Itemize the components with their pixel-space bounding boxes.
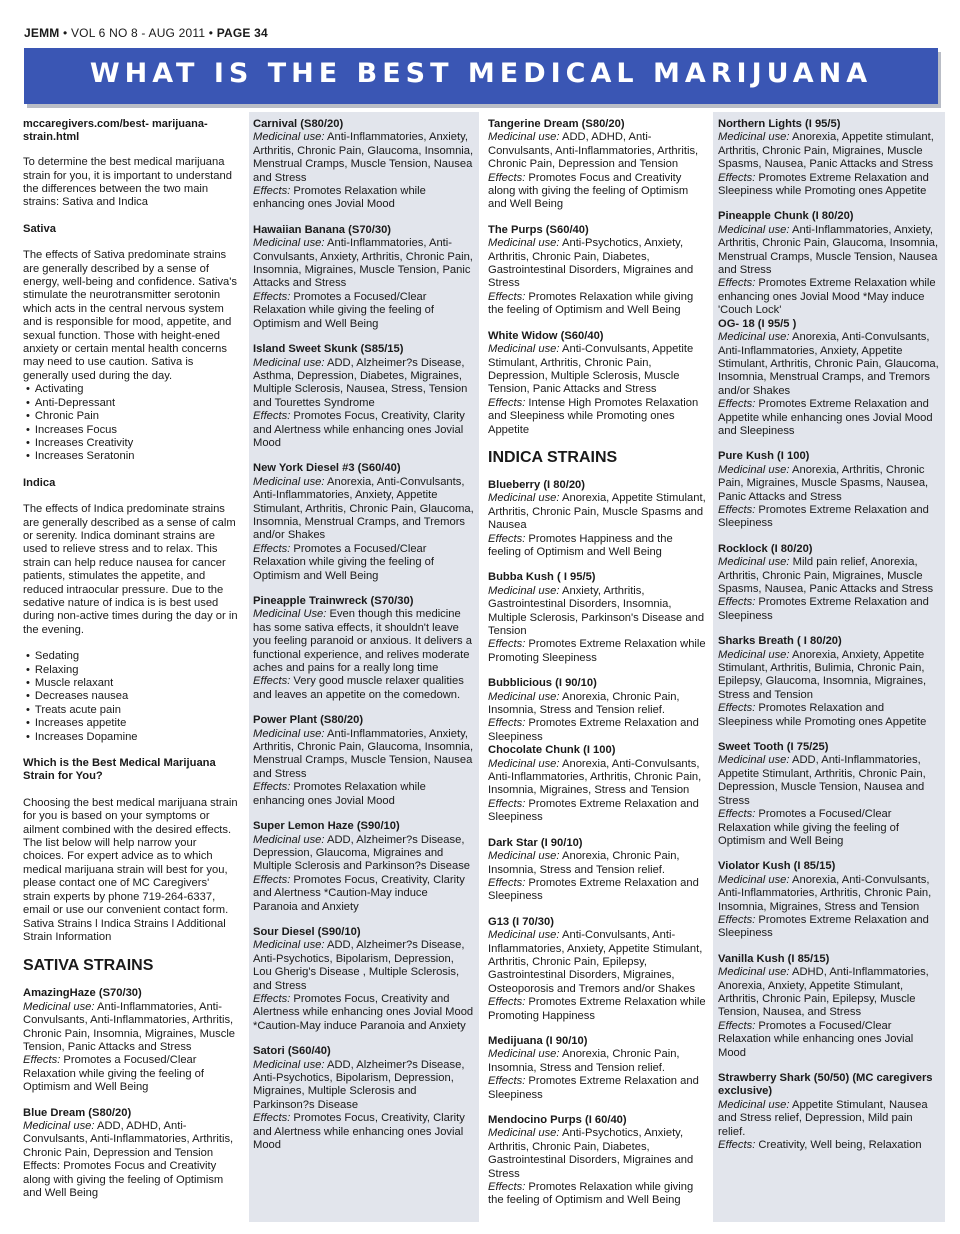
medicinal-use-label: Medicinal use: [488,757,560,770]
strain-entry [488,330,706,437]
effects-label: Effects: [488,876,526,889]
medicinal-use-label: Medicinal use: [718,873,790,886]
sativa-heading: Sativa [23,222,56,235]
medicinal-use-label: Medicinal use: [488,131,560,144]
medicinal-use-text: ADD, Alzheimer?s Disease, Anti-Psychotics, Bipolarism, Depression, Lou Gherig's Disease , Multiple Sclerosis, and Stress [253,939,465,992]
medicinal-use-text: Anti-Psychotics, Anxiety, Arthritis, Chronic Pain, Diabetes, Gastrointestinal Disorders, Migraines and Stress [488,1127,694,1180]
column-3 [484,112,710,1220]
effects-label: Effects: [718,277,756,290]
strain-name: Mendocino Purps (I 60/40) [488,1114,627,1126]
strain-entry [718,318,941,439]
strain-entry [253,462,474,583]
medicinal-use-text: Anorexia, Anti-Convulsants, Anti-Inflammatories, Arthritis, Chronic Pain, Insomnia, Migraines, Stress and Tension [718,873,932,913]
medicinal-use-text: Anti-Convulsants, Appetite Stimulant, Arthritis, Chronic Pain, Depression, Multiple Sclerosis, Muscle Tension, Panic Attacks and Stress [488,343,694,396]
effects-text: Promotes Extreme Relaxation while enhancing ones Jovial Mood *May induce 'Couch Lock' [718,277,936,317]
medicinal-use-label: Medicinal use: [253,356,325,369]
effects-label: Effects: [253,992,291,1005]
effects-text: Promotes Focus, Creativity, Clarity and Alertness while enhancing ones Jovial Mood [253,1112,465,1152]
medicinal-use-text: ADD, Alzheimer?s Disease, Asthma, Depression, Diabetes, Migraines, Multiple Sclerosis, Nausea, Stress, Tension and Tourettes Syndrome [253,356,468,409]
effects-label: Effects: [253,675,291,688]
medicinal-use-label: Medicinal use: [488,492,560,505]
strain-entry [253,343,474,450]
strain-entry [488,837,706,904]
list-item: • Increases Seratonin [23,450,238,463]
strain-entry [718,450,941,530]
list-item: • Increases Creativity [23,437,238,450]
medicinal-use-text: Anti-Convulsants, Anti-Inflammatories, Anxiety, Appetite Stimulant, Arthritis, Chronic Pain, Epilepsy, Gastrointestinal Disorders, Migraines, Osteoporosis and Tremors and/or Shakes [488,929,703,995]
medicinal-use-text: Anti-Psychotics, Anxiety, Arthritis, Chronic Pain, Diabetes, Gastrointestinal Disorders, Migraines and Stress [488,237,694,290]
medicinal-use-text: ADD, ADHD, Anti-Convulsants, Anti-Inflammatories, Arthritis, Chronic Pain, Depression and Tension [23,1119,234,1159]
medicinal-use-label: Medicinal use: [253,727,325,740]
effects-text: Promotes a Focused/Clear Relaxation while giving the feeling of Optimism and Well Being [253,542,434,582]
effects-text: Promotes a Focused/Clear Relaxation while giving the feeling of Optimism and Well Being [23,1054,204,1094]
list-item: • Activating [23,383,238,396]
effects-label: Effects: [253,873,291,886]
list-item: • Increases Dopamine [23,731,238,744]
column-1 [18,112,242,1212]
effects-label: Effects: [488,1075,526,1088]
medicinal-use-text: Anorexia, Chronic Pain, Insomnia, Stress and Tension relief. [488,690,680,717]
medicinal-use-label: Medicinal use: [253,1058,325,1071]
strain-name: Hawaiian Banana (S70/30) [253,223,392,236]
medicinal-use-text: ADD, Alzheimer?s Disease, Depression, Glaucoma, Migraines and Multiple Sclerosis and Parkinson?s Disease [253,833,471,873]
medicinal-use-text: Anorexia, Chronic Pain, Insomnia, Stress and Tension relief. [488,1048,680,1074]
medicinal-use-label: Medicinal use: [718,648,790,661]
effects-text: Promotes Relaxation while giving the feeling of Optimism and Well Being [488,1181,694,1207]
medicinal-use-label: Medicinal use: [718,966,790,979]
effects-label: Effects: [488,638,526,651]
indica-strains-heading: INDICA STRAINS [488,448,618,466]
effects-label: Effects: [718,503,756,516]
sativa-description: The effects of Sativa predominate strains are generally described by a sense of energy, well-being and confidence. Sativa's stimulate the neurotransmitter serotonin which acts in the central nervous system and is responsible for mood, appetite, and sexual function. Those with height-ened anxiety or certain mental health concerns may need to use caution. Sativa is generally used during the day. [23,249,237,382]
strain-name: AmazingHaze (S70/30) [23,987,142,1000]
strain-entry [718,860,941,940]
strain-entry [488,916,706,1023]
strain-list [488,118,706,437]
strain-entry [253,714,474,808]
medicinal-use-text: Anorexia, Anti-Convulsants, Anti-Inflammatories, Anxiety, Appetite Stimulant, Arthritis, Chronic Pain, Glaucoma, Insomnia, Menstrual Cramps, and Tremors and/or Shakes [718,331,939,397]
indica-bullet-list [23,650,238,744]
which-strain-text: Choosing the best medical marijuana strain for you is based on your symptoms or ailment combined with the desired effects. The list below will help narrow your choices. For expert advice as to which medical marijuana strain will best for you, please contact one of MC Caregivers' strain experts by phone 719-264-6337, email or use our convenient contact form. Sativa Strains l Indica Strains l Additional Strain Information [23,796,238,943]
medicinal-use-label: Medicinal use: [253,131,325,144]
effects-text: Promotes Relaxation while enhancing ones Jovial Mood [253,781,426,807]
strain-name: Strawberry Shark (50/50) (MC caregivers exclusive) [718,1072,933,1098]
effects-text: Promotes Focus and Creativity along with giving the feeling of Optimism and Well Being [23,1160,224,1199]
medicinal-use-label: Medicinal use: [253,939,325,952]
strain-name: White Widow (S60/40) [488,329,604,342]
medicinal-use-label: Medicinal use: [718,556,790,569]
effects-label: Effects: [488,171,526,184]
medicinal-use-label: Medicinal use: [488,343,560,356]
strain-name: Vanilla Kush (I 85/15) [718,952,830,965]
medicinal-use-label: Medicinal use: [488,1127,560,1140]
effects-label: Effects: [718,1139,756,1152]
effects-label: Effects: [718,171,756,184]
effects-text: Promotes Extreme Relaxation and Sleepiness [718,596,929,622]
effects-text: Promotes Focus, Creativity and Alertness while enhancing ones Jovial Mood *Caution-May induce Paranoia and Anxiety [253,992,474,1032]
effects-label: Effects: [488,797,526,810]
medicinal-use-text: Anti-Inflammatories, Anti-Convulsants, Anxiety, Arthritis, Chronic Pain, Insomnia, Migraines, Muscle Tension, Panic Attacks and Stress [253,237,473,290]
medicinal-use-label: Medicinal use: [718,131,790,144]
strain-entry [23,987,238,1094]
strain-entry [23,1107,238,1201]
sativa-strains-heading: SATIVA STRAINS [23,957,154,975]
effects-text: Promotes Extreme Relaxation and Sleepiness while Promoting ones Appetite [718,171,929,198]
effects-label: Effects: [23,1160,64,1173]
strain-name: G13 (I 70/30) [488,915,554,928]
effects-label: Effects: [718,596,756,609]
strain-name: Sweet Tooth (I 75/25) [718,741,829,754]
medicinal-use-text: Anorexia, Appetite Stimulant, Arthritis, Chronic Pain, Muscle Spasms and Nausea [488,492,706,532]
medicinal-use-label: Medicinal use: [488,690,560,703]
medicinal-use-label: Medicinal Use: [253,608,327,621]
medicinal-use-label: Medicinal use: [718,463,790,476]
page-title: WHAT IS THE BEST MEDICAL MARIJUANA [89,58,873,89]
medicinal-use-text: ADHD, Anti-Inflammatories, Anorexia, Anxiety, Appetite Stimulant, Arthritis, Chronic Pain, Epilepsy, Muscle Tension, Nausea, and Stress [718,966,929,1019]
strain-name: Pure Kush (I 100) [718,450,810,463]
effects-label: Effects: [253,185,291,198]
strain-entry [253,118,474,212]
strain-entry [718,635,941,729]
effects-label: Effects: [253,1112,291,1125]
strain-entry [488,118,706,212]
effects-text: Promotes Extreme Relaxation and Sleepiness [718,503,929,530]
effects-text: Promotes Extreme Relaxation while Promoting Sleepiness [488,638,706,664]
list-item: • Muscle relaxant [23,677,238,690]
effects-label: Effects: [253,410,291,423]
medicinal-use-text: ADD, ADHD, Anti-Convulsants, Anti-Inflammatories, Arthritis, Chronic Pain, Depression and Tension [488,131,699,171]
publication-name: JEMM [24,26,60,40]
strain-name: Violator Kush (I 85/15) [718,860,836,873]
strain-entry [718,953,941,1060]
strain-list [718,118,941,1152]
medicinal-use-text: ADD, Anti-Inflammatories, Appetite Stimulant, Arthritis, Chronic Pain, Depression, Muscle Tension, Nausea and Stress [718,754,926,807]
list-item: • Chronic Pain [23,410,238,423]
strain-name: Carnival (S80/20) [253,118,344,130]
effects-label: Effects: [718,808,756,821]
medicinal-use-text: Anorexia, Anti-Convulsants, Anti-Inflammatories, Anxiety, Appetite Stimulant, Arthritis, Chronic Pain, Glaucoma, Insomnia, Menstrual Cramps, and Tremors and/or Shakes [253,475,474,542]
column-4 [713,112,945,1222]
strain-entry [488,571,706,665]
strain-entry [253,926,474,1033]
strain-name: Sharks Breath ( I 80/20) [718,635,842,648]
strain-entry [718,210,941,317]
strain-name: Satori (S60/40) [253,1045,331,1058]
effects-text: Promotes Extreme Relaxation and Sleepiness [718,913,929,940]
list-item: • Treats acute pain [23,704,238,717]
effects-text: Promotes a Focused/Clear Relaxation while enhancing ones Jovial Mood [718,1019,914,1059]
title-banner [24,48,938,104]
effects-label: Effects: [488,396,526,409]
medicinal-use-label: Medicinal use: [488,584,560,597]
effects-text: Promotes Extreme Relaxation and Sleepiness [488,797,699,824]
medicinal-use-label: Medicinal use: [253,237,325,250]
effects-label: Effects: [253,781,291,794]
effects-label: Effects: [23,1054,61,1067]
strain-entry [718,741,941,848]
medicinal-use-label: Medicinal use: [23,1000,95,1013]
strain-name: OG- 18 (I 95/5 ) [718,317,797,330]
effects-text: Promotes Focus, Creativity, Clarity and Alertness *Caution-May induce Paranoia and Anxiety [253,873,465,913]
intro-paragraph: To determine the best medical marijuana strain for you, it is important to understand the differences between the two main strains: Sativa and Indica [23,156,232,209]
source-url: mccaregivers.com/best- marijuana-strain.html [23,118,208,143]
list-item: • Decreases nausea [23,690,238,703]
strain-name: Blueberry (I 80/20) [488,478,586,491]
strain-name: Northern Lights (I 95/5) [718,118,841,130]
strain-name: Tangerine Dream (S80/20) [488,118,625,130]
medicinal-use-label: Medicinal use: [253,833,325,846]
effects-label: Effects: [488,532,526,545]
effects-text: Promotes Focus and Creativity along with giving the feeling of Optimism and Well Being [488,171,689,211]
strain-entry [253,820,474,914]
medicinal-use-label: Medicinal use: [488,1048,560,1061]
effects-text: Promotes Extreme Relaxation and Sleepiness [488,876,699,903]
effects-label: Effects: [488,1181,526,1194]
list-item: • Relaxing [23,664,238,677]
medicinal-use-text: Anti-Inflammatories, Anxiety, Arthritis, Chronic Pain, Glaucoma, Insomnia, Menstrual Cramps, Muscle Tension, Nausea and Stress [253,131,474,184]
medicinal-use-label: Medicinal use: [488,850,560,863]
list-item: • Increases Focus [23,424,238,437]
effects-label: Effects: [488,717,526,730]
strain-entry [718,1072,941,1152]
medicinal-use-text: Even though this medicine has some sativa effects, it shouldn't leave you feeling paranoid or anxious. It delivers a functional experience, and relives moderate aches and pains for a really long time [253,608,472,675]
strain-entry [488,744,706,824]
effects-text: Promotes Extreme Relaxation while Promoting Happiness [488,996,706,1022]
medicinal-use-label: Medicinal use: [718,1098,790,1111]
strain-name: Island Sweet Skunk (S85/15) [253,343,404,356]
strain-name: Pineapple Chunk (I 80/20) [718,210,854,223]
medicinal-use-label: Medicinal use: [23,1119,95,1132]
strain-list [488,479,706,1208]
effects-label: Effects: [253,542,291,555]
strain-list [253,118,474,1152]
masthead: JEMM • VOL 6 NO 8 - AUG 2011 • PAGE 34 [24,26,268,40]
effects-label: Effects: [718,1019,756,1032]
effects-text: Promotes Focus, Creativity, Clarity and Alertness while enhancing ones Jovial Mood [253,410,465,449]
medicinal-use-text: Anorexia, Arthritis, Chronic Pain, Migraines, Muscle Spasms, Nausea, Panic Attacks and Stress [718,463,929,503]
effects-text: Very good muscle relaxer qualities and leaves an appetite on the comedown. [253,675,464,701]
effects-text: Promotes Relaxation while enhancing ones Jovial Mood [253,185,426,211]
effects-text: Promotes Extreme Relaxation and Appetite while enhancing ones Jovial Mood and Sleepiness [718,398,933,437]
effects-text: Promotes Extreme Relaxation and Sleepiness [488,1075,699,1101]
strain-entry [488,677,706,744]
sativa-bullet-list [23,383,238,463]
effects-text: Creativity, Well being, Relaxation [758,1139,922,1152]
strain-name: New York Diesel #3 (S60/40) [253,462,401,475]
strain-entry [718,118,941,198]
strain-entry [253,595,474,702]
strain-entry [488,1114,706,1208]
page-number: PAGE 34 [216,26,268,40]
column-2 [249,112,479,1222]
medicinal-use-text: Anorexia, Appetite stimulant, Arthritis, Chronic Pain, Migraines, Muscle Spasms, Nausea, Panic Attacks and Stress [718,131,934,171]
medicinal-use-label: Medicinal use: [718,331,790,344]
effects-text: Promotes a Focused/Clear Relaxation while giving the feeling of Optimism and Well Being [718,808,899,847]
effects-text: Promotes Relaxation while giving the feeling of Optimism and Well Being [488,290,694,317]
strain-name: Chocolate Chunk (I 100) [488,744,616,757]
list-item: • Sedating [23,650,238,663]
strain-entry [488,479,706,559]
issue-info: VOL 6 NO 8 - AUG 2011 [70,26,206,40]
list-item: • Increases appetite [23,717,238,730]
medicinal-use-label: Medicinal use: [488,237,560,250]
strain-name: Rocklock (I 80/20) [718,542,813,555]
medicinal-use-text: Anorexia, Chronic Pain, Insomnia, Stress and Tension relief. [488,850,680,876]
effects-label: Effects: [718,398,756,411]
medicinal-use-text: Mild pain relief, Anorexia, Arthritis, Chronic Pain, Migraines, Muscle Spasms, Nausea, Panic Attacks and Stress [718,556,934,595]
effects-label: Effects: [488,996,526,1009]
medicinal-use-text: Anxiety, Arthritis, Gastrointestinal Disorders, Insomnia, Multiple Sclerosis, Parkinson's Disease and Tension [488,584,705,637]
strain-name: Medijuana (I 90/10) [488,1034,588,1047]
strain-name: Bubblicious (I 90/10) [488,677,597,690]
indica-description: The effects of Indica predominate strains are generally described as a sense of calm or serenity. Indica dominant strains are used to relieve stress and to relax. This strain can help reduce nausea for cancer patients, stimulates the appetite, and reduced intraocular pressure. Due to the sedative nature of indica is is best used during non-active times during the day or in the evening. [23,503,238,636]
which-strain-heading: Which is the Best Medical Marijuana Strain for You? [23,757,216,783]
strain-name: Bubba Kush ( I 95/5) [488,571,596,584]
medicinal-use-text: Anti-Inflammatories, Anxiety, Arthritis, Chronic Pain, Glaucoma, Insomnia, Menstrual Cramps, Muscle Tension, Nausea and Stress [253,727,474,780]
effects-text: Intense High Promotes Relaxation and Sleepiness while Promoting ones Appetite [488,396,699,436]
strain-entry [718,543,941,623]
medicinal-use-text: Anorexia, Anxiety, Appetite Stimulant, Arthritis, Bulimia, Chronic Pain, Epilepsy, Glaucoma, Insomnia, Migraines, Stress and Tension [718,648,927,701]
effects-text: Promotes Relaxation and Sleepiness while Promoting ones Appetite [718,702,927,728]
medicinal-use-text: Appetite Stimulant, Nausea and Stress relief, Depression, Mild pain relief. [718,1098,928,1138]
strain-name: Sour Diesel (S90/10) [253,925,361,938]
strain-name: The Purps (S60/40) [488,223,589,236]
strain-entry [488,224,706,318]
strain-name: Blue Dream (S80/20) [23,1106,132,1119]
effects-text: Promotes a Focused/Clear Relaxation while giving the feeling of Optimism and Well Being [253,290,434,330]
medicinal-use-label: Medicinal use: [718,754,790,767]
strain-list [23,987,238,1200]
list-item: • Anti-Depressant [23,397,238,410]
effects-label: Effects: [718,913,756,926]
effects-label: Effects: [718,702,756,715]
strain-name: Pineapple Trainwreck (S70/30) [253,595,414,607]
medicinal-use-text: Anti-Inflammatories, Anti-Convulsants, Anti-Inflammatories, Arthritis, Chronic Pain, Insomnia, Migraines, Muscle Tension, Panic Attacks and Stress [23,1000,236,1053]
medicinal-use-label: Medicinal use: [488,929,560,942]
strain-entry [253,224,474,331]
effects-text: Promotes Happiness and the feeling of Optimism and Well Being [488,532,673,558]
indica-heading: Indica [23,476,56,489]
effects-label: Effects: [253,290,291,303]
medicinal-use-text: Anorexia, Anti-Convulsants, Anti-Inflammatories, Arthritis, Chronic Pain, Insomnia, Migraines, Stress and Tension [488,757,702,797]
strain-name: Super Lemon Haze (S90/10) [253,820,400,833]
strain-entry [253,1045,474,1152]
medicinal-use-text: Anti-Inflammatories, Anxiety, Arthritis, Chronic Pain, Glaucoma, Insomnia, Menstrual Cramps, Muscle Tension, Nausea and Stress [718,223,939,277]
strain-entry [488,1035,706,1102]
effects-label: Effects: [488,290,526,303]
strain-name: Dark Star (I 90/10) [488,836,583,849]
medicinal-use-text: ADD, Alzheimer?s Disease, Anti-Psychotics, Bipolarism, Depression, Migraines, Multiple Sclerosis and Parkinson?s Disease [253,1058,465,1111]
strain-name: Power Plant (S80/20) [253,714,364,727]
medicinal-use-label: Medicinal use: [253,475,325,488]
effects-text: Promotes Extreme Relaxation and Sleepiness [488,717,699,743]
medicinal-use-label: Medicinal use: [718,223,790,236]
